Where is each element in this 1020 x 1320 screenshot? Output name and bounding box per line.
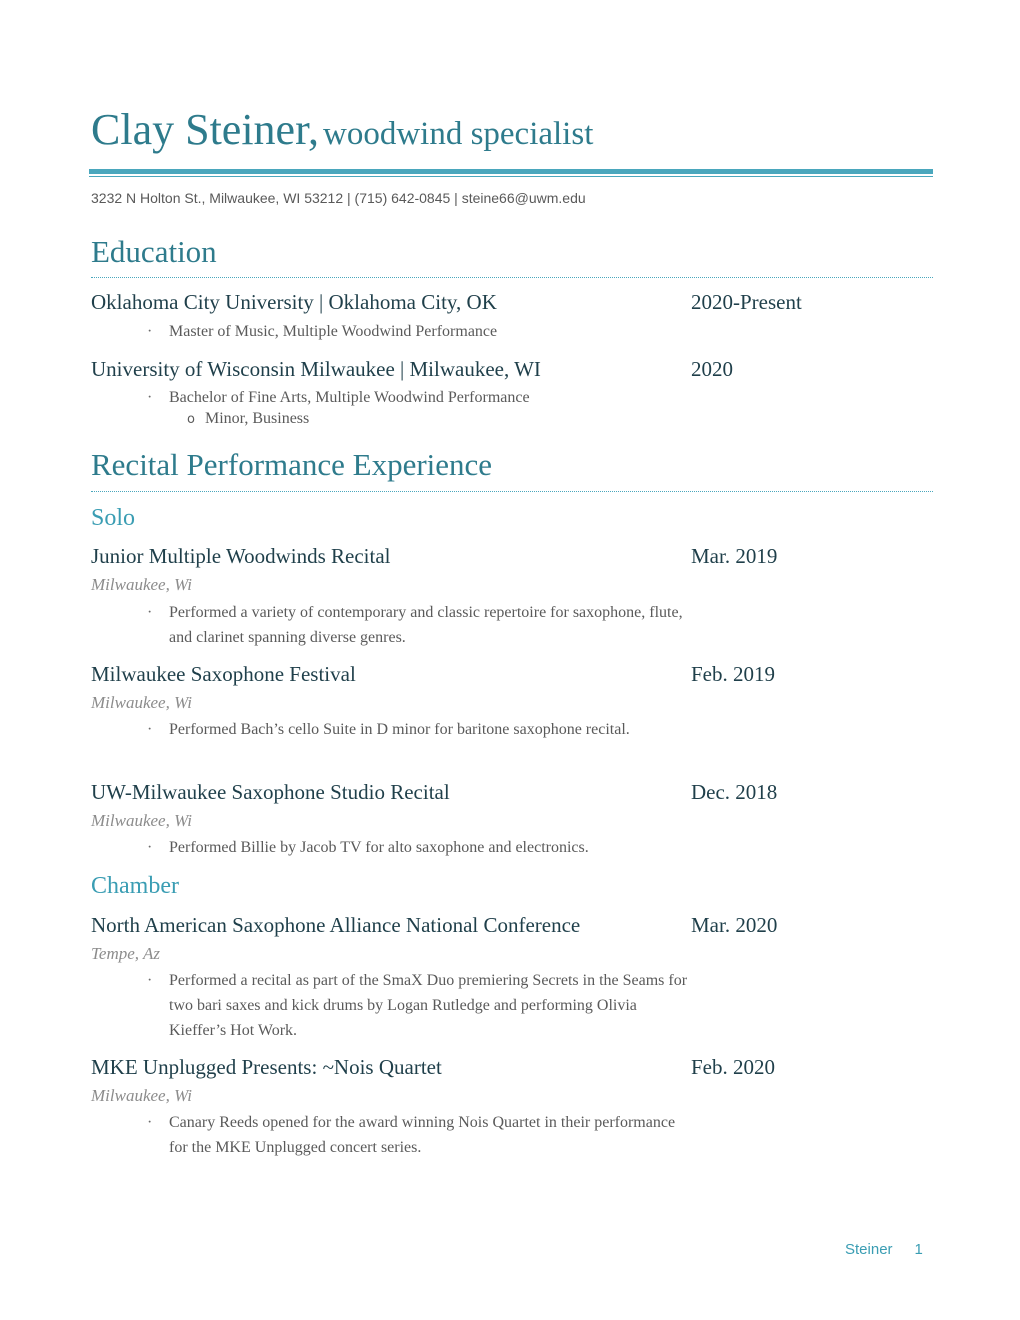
sub-list-item: [187, 410, 310, 428]
performance-date: Mar. 2020: [691, 913, 778, 937]
full-name: Clay Steiner,: [91, 105, 319, 154]
list-item: [147, 835, 689, 860]
header-divider-thin: [89, 176, 933, 177]
performance-title: North American Saxophone Alliance National Conference: [91, 913, 581, 937]
performance-date: Feb. 2020: [691, 1055, 775, 1079]
bullet-icon: ·: [147, 1114, 153, 1131]
section-title-recital: Recital Performance Experience: [91, 447, 493, 482]
bullet-text: Master of Music, Multiple Woodwind Performance: [169, 323, 498, 340]
performance-title: Junior Multiple Woodwinds Recital: [91, 544, 391, 568]
education-date: 2020-Present: [691, 290, 802, 314]
list-item: [147, 385, 689, 410]
performance-location: Milwaukee, Wi: [91, 693, 193, 712]
education-institution: Oklahoma City University | Oklahoma City, OK: [91, 290, 497, 314]
bullet-icon: ·: [147, 972, 153, 989]
bullet-text: Performed a recital as part of the SmaX Duo premiering Secrets in the Seams for two bari saxes and kick drums by Logan Rutledge and performing Olivia Kieffer’s Hot Work.: [169, 972, 688, 1039]
section-title-education: Education: [91, 234, 217, 269]
bullet-text: Performed a variety of contemporary and classic repertoire for saxophone, flute, and clarinet spanning diverse genres.: [169, 604, 683, 646]
footer-label: Steiner: [845, 1241, 893, 1258]
bullet-icon: ·: [147, 389, 153, 406]
section-divider: [91, 491, 933, 492]
list-item: [147, 1110, 689, 1160]
performance-location: Milwaukee, Wi: [91, 811, 193, 830]
subsection-title-chamber: Chamber: [91, 873, 179, 899]
header-divider: [89, 169, 933, 174]
bullet-icon: ·: [147, 839, 153, 856]
performance-location: Milwaukee, Wi: [91, 1086, 193, 1105]
performance-date: Dec. 2018: [691, 780, 778, 804]
list-item: [147, 717, 689, 742]
education-institution: University of Wisconsin Milwaukee | Milwaukee, WI: [91, 357, 541, 381]
performance-date: Mar. 2019: [691, 544, 778, 568]
performance-title: MKE Unplugged Presents: ~Nois Quartet: [91, 1055, 442, 1079]
subsection-title-solo: Solo: [91, 505, 136, 531]
section-divider: [91, 277, 933, 278]
name-heading: [91, 104, 593, 155]
page-footer: [845, 1241, 923, 1258]
performance-title: UW-Milwaukee Saxophone Studio Recital: [91, 780, 450, 804]
bullet-text: Performed Bach’s cello Suite in D minor for baritone saxophone recital.: [169, 721, 630, 738]
education-date: 2020: [691, 357, 733, 381]
bullet-icon: ·: [147, 323, 153, 340]
bullet-text: Performed Billie by Jacob TV for alto saxophone and electronics.: [169, 839, 589, 856]
performance-date: Feb. 2019: [691, 662, 775, 686]
bullet-icon: ·: [147, 604, 153, 621]
performance-location: Milwaukee, Wi: [91, 575, 193, 594]
page-number: 1: [914, 1241, 923, 1258]
bullet-text: Bachelor of Fine Arts, Multiple Woodwind Performance: [169, 389, 530, 406]
list-item: [147, 600, 689, 650]
performance-title: Milwaukee Saxophone Festival: [91, 662, 356, 686]
list-item: [147, 319, 689, 344]
contact-info: 3232 N Holton St., Milwaukee, WI 53212 | (715) 642-0845 | steine66@uwm.edu: [91, 190, 586, 206]
sub-bullet-text: Minor, Business: [205, 410, 310, 427]
tagline: woodwind specialist: [322, 116, 594, 152]
circle-bullet-icon: o: [187, 412, 195, 427]
performance-location: Tempe, Az: [91, 944, 160, 963]
list-item: [147, 968, 689, 1043]
bullet-icon: ·: [147, 721, 153, 738]
bullet-text: Canary Reeds opened for the award winning Nois Quartet in their performance for the MKE Unplugged concert series.: [169, 1114, 676, 1156]
